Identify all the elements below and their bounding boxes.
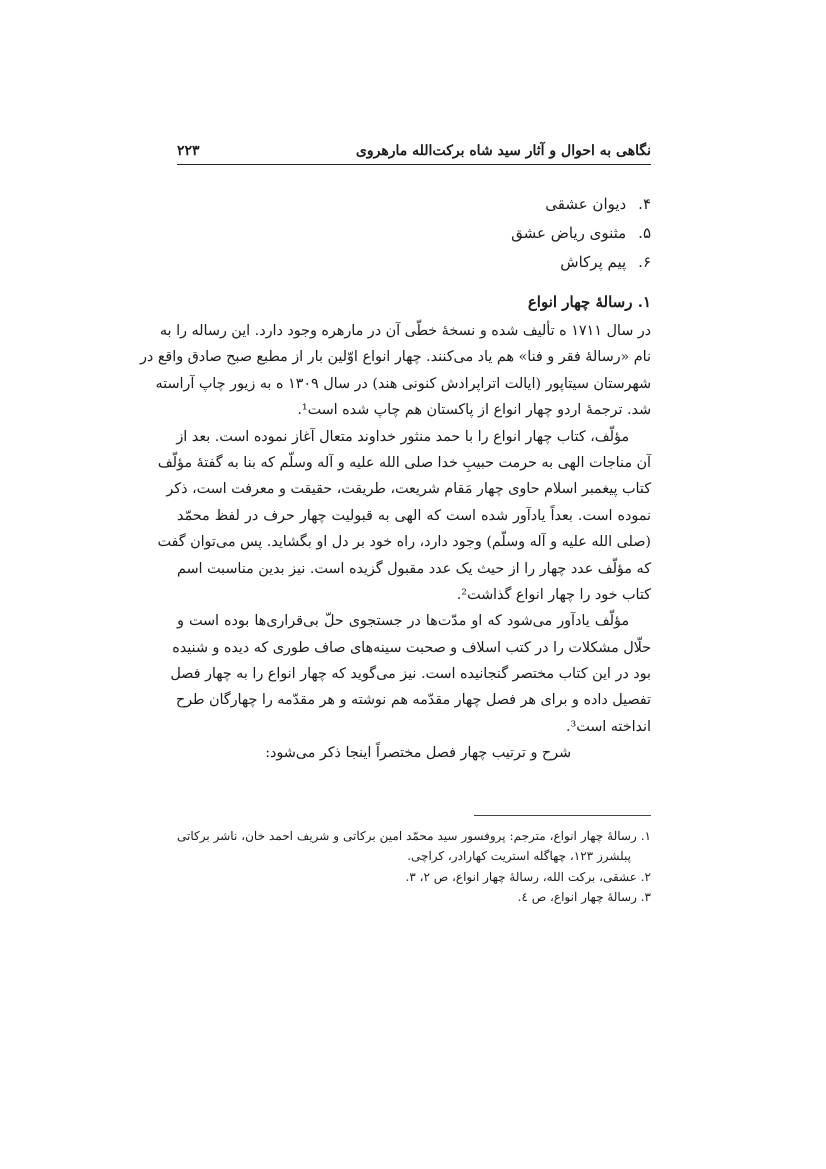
body-line: بود در این کتاب مختصر گنجانیده است. نیز می‌گوید که چهار انواع را به چهار فصل [170, 666, 651, 683]
section-heading: ۱. رسالهٔ چهار انواع [527, 293, 651, 311]
list-item [511, 190, 651, 219]
body-line: شرح و ترتیب چهار فصل مختصراً اینجا ذکر می‌شود: [265, 745, 571, 762]
list-item [511, 248, 651, 277]
body-line: کتاب خود را چهار انواع گذاشت². [456, 586, 651, 603]
body-line: حلّال مشکلات را در کتب اسلاف و صحبت سینه‌های صاف طوری که دیده و شنیده [172, 639, 651, 656]
list-item-number: ۵. [638, 224, 651, 242]
body-line: که مؤلّف عدد چهار را از حیث یک عدد مقبول گزیده است. نیز بدین مناسبت اسم [177, 560, 651, 577]
body-text [140, 318, 651, 767]
list-item [511, 219, 651, 248]
list-item-number: ۴. [638, 195, 651, 213]
footnotes [177, 826, 651, 907]
body-line: مؤلّف، کتاب چهار انواع را با حمد منثور خداوند متعال آغاز نموده است. بعد از [176, 428, 629, 445]
running-title: نگاهی به احوال و آثار سید شاه برکت‌الله مارهروی [355, 143, 651, 159]
page-header [177, 143, 651, 165]
footnote-line: پبلشرز ۱۲۳، چهاگله استریت کهارادر، کراچی. [407, 849, 631, 864]
body-line: نموده است. بعداً یادآور شده است که الهی به قبولیت چهار حرف در لفظ محمّد [177, 507, 651, 524]
body-line: آن مناجات الهی به حرمت حبیبِ خدا صلی الله علیه و آله وسلّم که بنا به گفتهٔ مؤلّف [157, 454, 651, 471]
body-line: شهرستان سیتاپور (ایالت اتراپرادش کنونی هند) در سال ۱۳۰۹ ه به زیور چاپ آراسته [155, 375, 651, 392]
footnote-line: ۳. رسالهٔ چهار انواع، ص ٤. [517, 889, 651, 904]
list-item-text: دیوان عشقی [545, 195, 627, 213]
body-line: نام «رسالهٔ فقر و فنا» هم یاد می‌کنند. چهار انواع اوّلین بار از مطبع صبح صادق واقع در [140, 349, 651, 366]
footnote-line: ۲. عشقی، برکت الله، رسالهٔ چهار انواع، ص ۲، ۳. [405, 869, 651, 884]
body-line: شد. ترجمهٔ اردو چهار انواع از پاکستان هم چاپ شده است¹. [297, 402, 651, 419]
list-item-text: مثنوی ریاض عشق [511, 224, 627, 242]
list-item-number: ۶. [638, 253, 651, 271]
body-line: تفصیل داده و برای هر فصل چهار مقدّمه هم نوشته و هر مقدّمه را چهارگان طرح [175, 692, 651, 709]
list-item-text: پیم پرکاش [560, 253, 627, 271]
header-divider [177, 164, 651, 165]
body-line: در سال ۱۷۱۱ ه تألیف شده و نسخهٔ خطّی آن در مارهره وجود دارد. این رساله را به [159, 323, 651, 339]
footnote-line: ۱. رسالهٔ چهار انواع، مترجم: پروفسور سید محمّد امین برکاتی و شریف احمد خان، ناشر برکاتی [177, 829, 651, 843]
body-line: انداخته است³. [565, 718, 651, 735]
footnote-divider [474, 815, 651, 816]
body-line: کتاب پیغمبر اسلام حاوی چهار مَقام شریعت، طریقت، حقیقت و معرفت است، ذکر [166, 481, 651, 498]
body-line: (صلی الله علیه و آله وسلّم) وجود دارد، راه خود بر دل او بگشاید. پس می‌توان گفت [157, 534, 651, 551]
page-number: ۲۲۳ [177, 143, 200, 159]
works-list [511, 190, 651, 277]
body-line: مؤلّف یادآور می‌شود که او مدّت‌ها در جستجوی حلّ بی‌قراری‌ها بوده است و [177, 613, 629, 630]
